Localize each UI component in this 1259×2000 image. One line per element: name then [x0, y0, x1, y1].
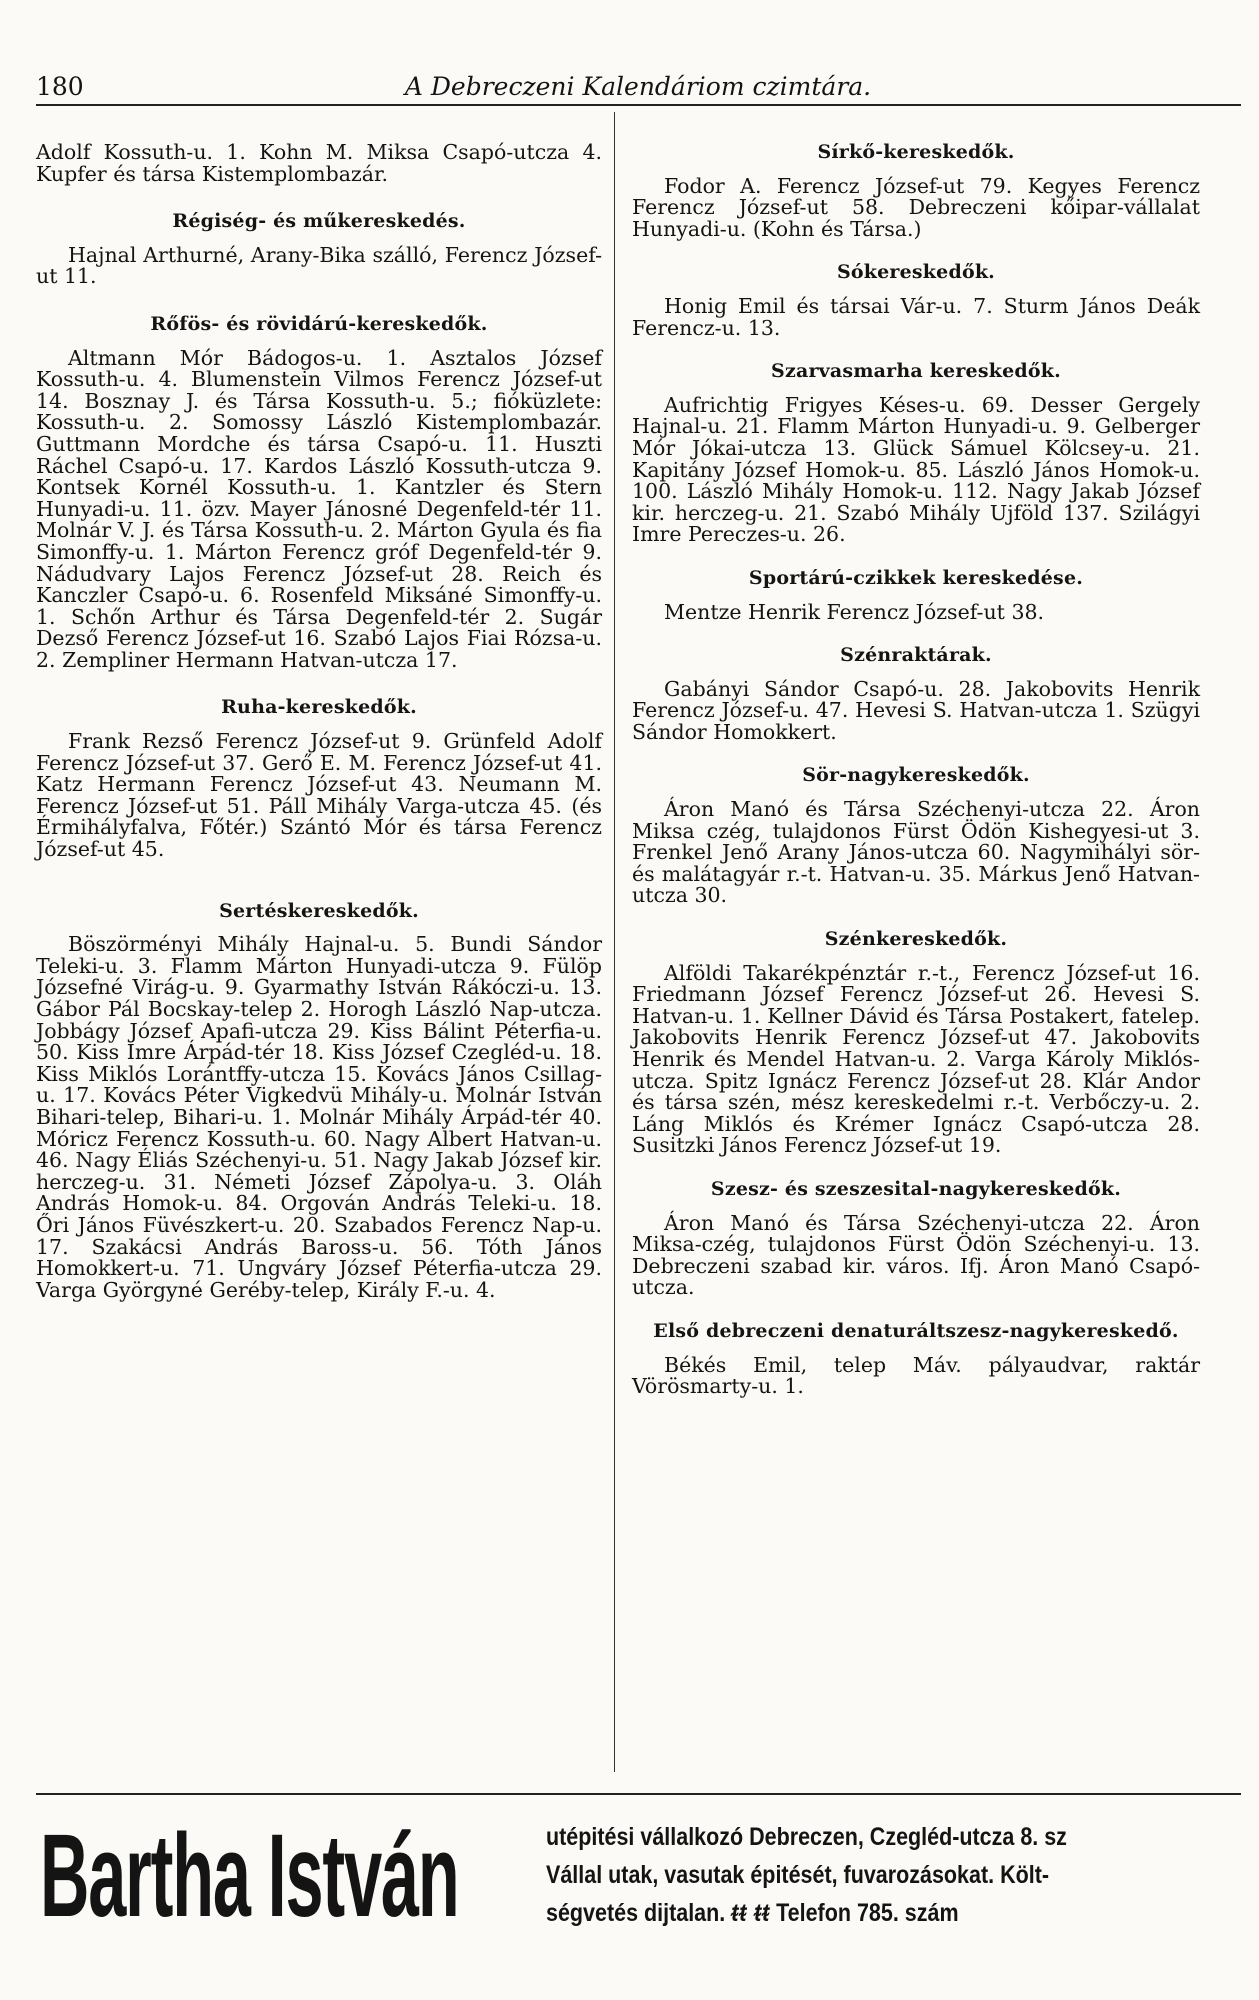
section-text: Gabányi Sándor Csapó-u. 28. Jakobovits Henrik Ferencz József-u. 47. Hevesi S. Hatvan-utcza 1. Szügyi Sándor Homokkert.	[632, 676, 1200, 744]
section-drapers	[36, 314, 602, 672]
section-text: Alföldi Takarékpénztár r.-t., Ferencz József-ut 16. Friedmann József Ferencz József-ut 26. Hevesi S. Hatvan-u. 1. Kellner Dávid és Társa Postakert, fatelep. Jakobovits Henrik Ferencz József-ut 47. Jakobovits Henrik és Mendel Hatvan-u. 2. Varga Károly Miklós-utcza. Spitz Ignácz Ferencz József-ut 28. Klár Andor és társa szén, mész kereskedelmi r.-t. Verbőczy-u. 2. Láng Miklós és Krémer Ignácz Csapó-utcza 28. Susitzki János Ferencz József-ut 19.	[632, 960, 1200, 1158]
section-heading: Szénraktárak.	[840, 644, 992, 667]
section-heading: Szesz- és szeszesital-nagykereskedők.	[710, 1177, 1122, 1200]
column-divider	[614, 112, 615, 1772]
section-heading: Első debreczeni denaturáltszesz-nagykereskedő.	[653, 1319, 1179, 1342]
section-text: Békés Emil, telep Máv. pályaudvar, raktár Vörösmarty-u. 1.	[632, 1352, 1200, 1399]
section-clothing	[36, 697, 602, 860]
section-cattle	[632, 361, 1200, 546]
ad-line-1: utépitési vállalkozó Debreczen, Czegléd-utcza 8. sz	[546, 1823, 1067, 1851]
ad-line-3	[546, 1894, 1139, 1932]
continued-text: Adolf Kossuth-u. 1. Kohn M. Miksa Csapó-utcza 4. Kupfer és társa Kistemplombazár.	[36, 140, 602, 186]
section-pig-dealers	[36, 901, 602, 1302]
continued-entry	[36, 142, 602, 185]
section-text: Böszörményi Mihály Hajnal-u. 5. Bundi Sándor Teleki-u. 3. Flamm Márton Hunyadi-utcza 9. Fülöp Józsefné Virág-u. 9. Gyarmathy István Rákóczi-u. 13. Gábor Pál Bocskay-telep 2. Horogh László Nap-utcza. Jobbágy József Apafi-utcza 29. Kiss Bálint Péterfia-u. 50. Kiss Imre Árpád-tér 18. Kiss József Czegléd-u. 18. Kiss Miklós Lorántffy-utcza 15. Kovács János Csillag-u. 17. Kovács Péter Vigkedvü Mihály-u. Molnár István Bihari-telep, Bihari-u. 1. Molnár Mihály Árpád-tér 40. Móricz Ferencz Kossuth-u. 60. Nagy Albert Hatvan-u. 46. Nagy Éliás Széchenyi-u. 51. Nagy Jakab József kir. herczeg-u. 31. Németi József Zápolya-u. 3. Oláh András Homok-u. 84. Orgován András Teleki-u. 18. Őri János Füvészkert-u. 20. Szabados Ferencz Nap-u. 17. Szakácsi András Baross-u. 56. Tóth János Homokkert-u. 71. Ungváry József Péterfia-utcza 29. Varga Györgyné Geréby-telep, Király F.-u. 4.	[36, 932, 602, 1302]
section-tombstones	[632, 142, 1200, 240]
section-text: Mentze Henrik Ferencz József-ut 38.	[664, 599, 1045, 624]
section-antiques	[36, 211, 602, 288]
section-heading: Szarvasmarha kereskedők.	[771, 360, 1061, 383]
section-text: Hajnal Arthurné, Arany-Bika szálló, Ferencz József-ut 11.	[36, 242, 602, 289]
section-salt	[632, 262, 1200, 339]
ornament-glyphs: ᵵᵵ ᵵᵵ	[731, 1899, 771, 1927]
section-text: Fodor A. Ferencz József-ut 79. Kegyes Ferencz Ferencz József-ut 58. Debreczeni kőipar-vállalat Hunyadi-u. (Kohn és Társa.)	[632, 173, 1200, 241]
ad-line-3-start: ségvetés dijtalan.	[546, 1899, 726, 1927]
section-heading: Ruha-kereskedők.	[221, 696, 417, 719]
right-column	[632, 142, 1200, 1420]
advertisement	[36, 1812, 1241, 1962]
advertisement-rule	[36, 1793, 1241, 1795]
header-rule	[36, 104, 1241, 106]
section-heading: Sertéskereskedők.	[219, 899, 419, 922]
section-text: Frank Rezső Ferencz József-ut 9. Grünfeld Adolf Ferencz József-ut 37. Gerő E. M. Ferencz József-ut 41. Katz Hermann Ferencz József-ut 43. Neumann M. Ferencz József-ut 51. Páll Mihály Varga-utcza 45. (és Érmihályfalva, Főtér.) Szántó Mór és társa Ferencz József-ut 45.	[36, 729, 602, 862]
running-title: A Debreczeni Kalendáriom czimtára.	[404, 72, 872, 101]
section-heading: Szénkereskedők.	[824, 928, 1008, 951]
section-spirits	[632, 1179, 1200, 1299]
section-heading: Régiség- és műkereskedés.	[172, 210, 466, 233]
section-text: Altmann Mór Bádogos-u. 1. Asztalos József Kossuth-u. 4. Blumenstein Vilmos Ferencz József-ut 14. Bosznay J. és Társa Kossuth-u. 5.; fióküzlete: Kossuth-u. 2. Somossy László Kistemplombazár. Guttmann Mordche és társa Csapó-u. 11. Huszti Ráchel Csapó-u. 17. Kardos László Kossuth-utcza 9. Kontsek Kornél Kossuth-u. 1. Kantzler és Stern Hunyadi-u. 11. özv. Mayer Jánosné Degenfeld-tér 11. Molnár V. J. és Társa Kossuth-u. 2. Márton Gyula és fia Simonffy-u. 1. Márton Ferencz gróf Degenfeld-tér 9. Nádudvary Lajos Ferencz József-ut 28. Reich és Kanczler Csapó-u. 6. Rosenfeld Miksáné Simonffy-u. 1. Schőn Arthur és Társa Degenfeld-tér 2. Sugár Dezső Ferencz József-ut 16. Szabó Lajos Fiai Rózsa-u. 2. Zempliner Hermann Hatvan-utcza 17.	[36, 345, 602, 672]
section-sporting-goods	[632, 568, 1200, 623]
section-text: Honig Emil és társai Vár-u. 7. Sturm János Deák Ferencz-u. 13.	[632, 293, 1200, 340]
advertisement-text	[546, 1818, 1236, 1932]
section-beer-wholesale	[632, 765, 1200, 907]
page-number: 180	[36, 72, 84, 101]
left-column	[36, 142, 602, 1327]
section-heading: Sókereskedők.	[836, 261, 996, 284]
section-heading: Rőfös- és rövidárú-kereskedők.	[150, 312, 488, 335]
section-coal-depots	[632, 645, 1200, 743]
section-coal-dealers	[632, 929, 1200, 1157]
section-heading: Sírkő-kereskedők.	[817, 141, 1015, 163]
page-header	[36, 72, 1240, 112]
section-heading: Sportárú-czikkek kereskedése.	[748, 566, 1084, 589]
section-text: Áron Manó és Társa Széchenyi-utcza 22. Áron Miksa czég, tulajdonos Fürst Ödön Kishegyesi-ut 3. Frenkel Jenő Arany János-utcza 60. Nagymihályi sör- és malátagyár r.-t. Hatvan-u. 35. Márkus Jenő Hatvan-utcza 30.	[632, 797, 1200, 908]
section-text: Áron Manó és Társa Széchenyi-utcza 22. Áron Miksa-czég, tulajdonos Fürst Ödön Széchenyi-u. 13. Debreczeni szabad kir. város. Ifj. Áron Manó Csapó-utcza.	[632, 1210, 1200, 1300]
advertiser-name: Bartha István	[40, 1810, 459, 1942]
ad-line-2: Vállal utak, vasutak épitését, fuvarozásokat. Költ-	[546, 1861, 1050, 1889]
section-text: Aufrichtig Frigyes Késes-u. 69. Desser Gergely Hajnal-u. 21. Flamm Márton Hunyadi-u. 9. Gelberger Mór Jókai-utcza 13. Glück Sámuel Kölcsey-u. 21. Kapitány József Homok-u. 85. László János Homok-u. 100. László Mihály Homok-u. 112. Nagy Jakab József kir. herczeg-u. 21. Szabó Mihály Ujföld 137. Szilágyi Imre Pereczes-u. 26.	[632, 392, 1200, 547]
ad-line-3-end: Telefon 785. szám	[776, 1899, 959, 1927]
section-denatured-spirits	[632, 1321, 1200, 1398]
section-heading: Sör-nagykereskedők.	[802, 764, 1030, 787]
